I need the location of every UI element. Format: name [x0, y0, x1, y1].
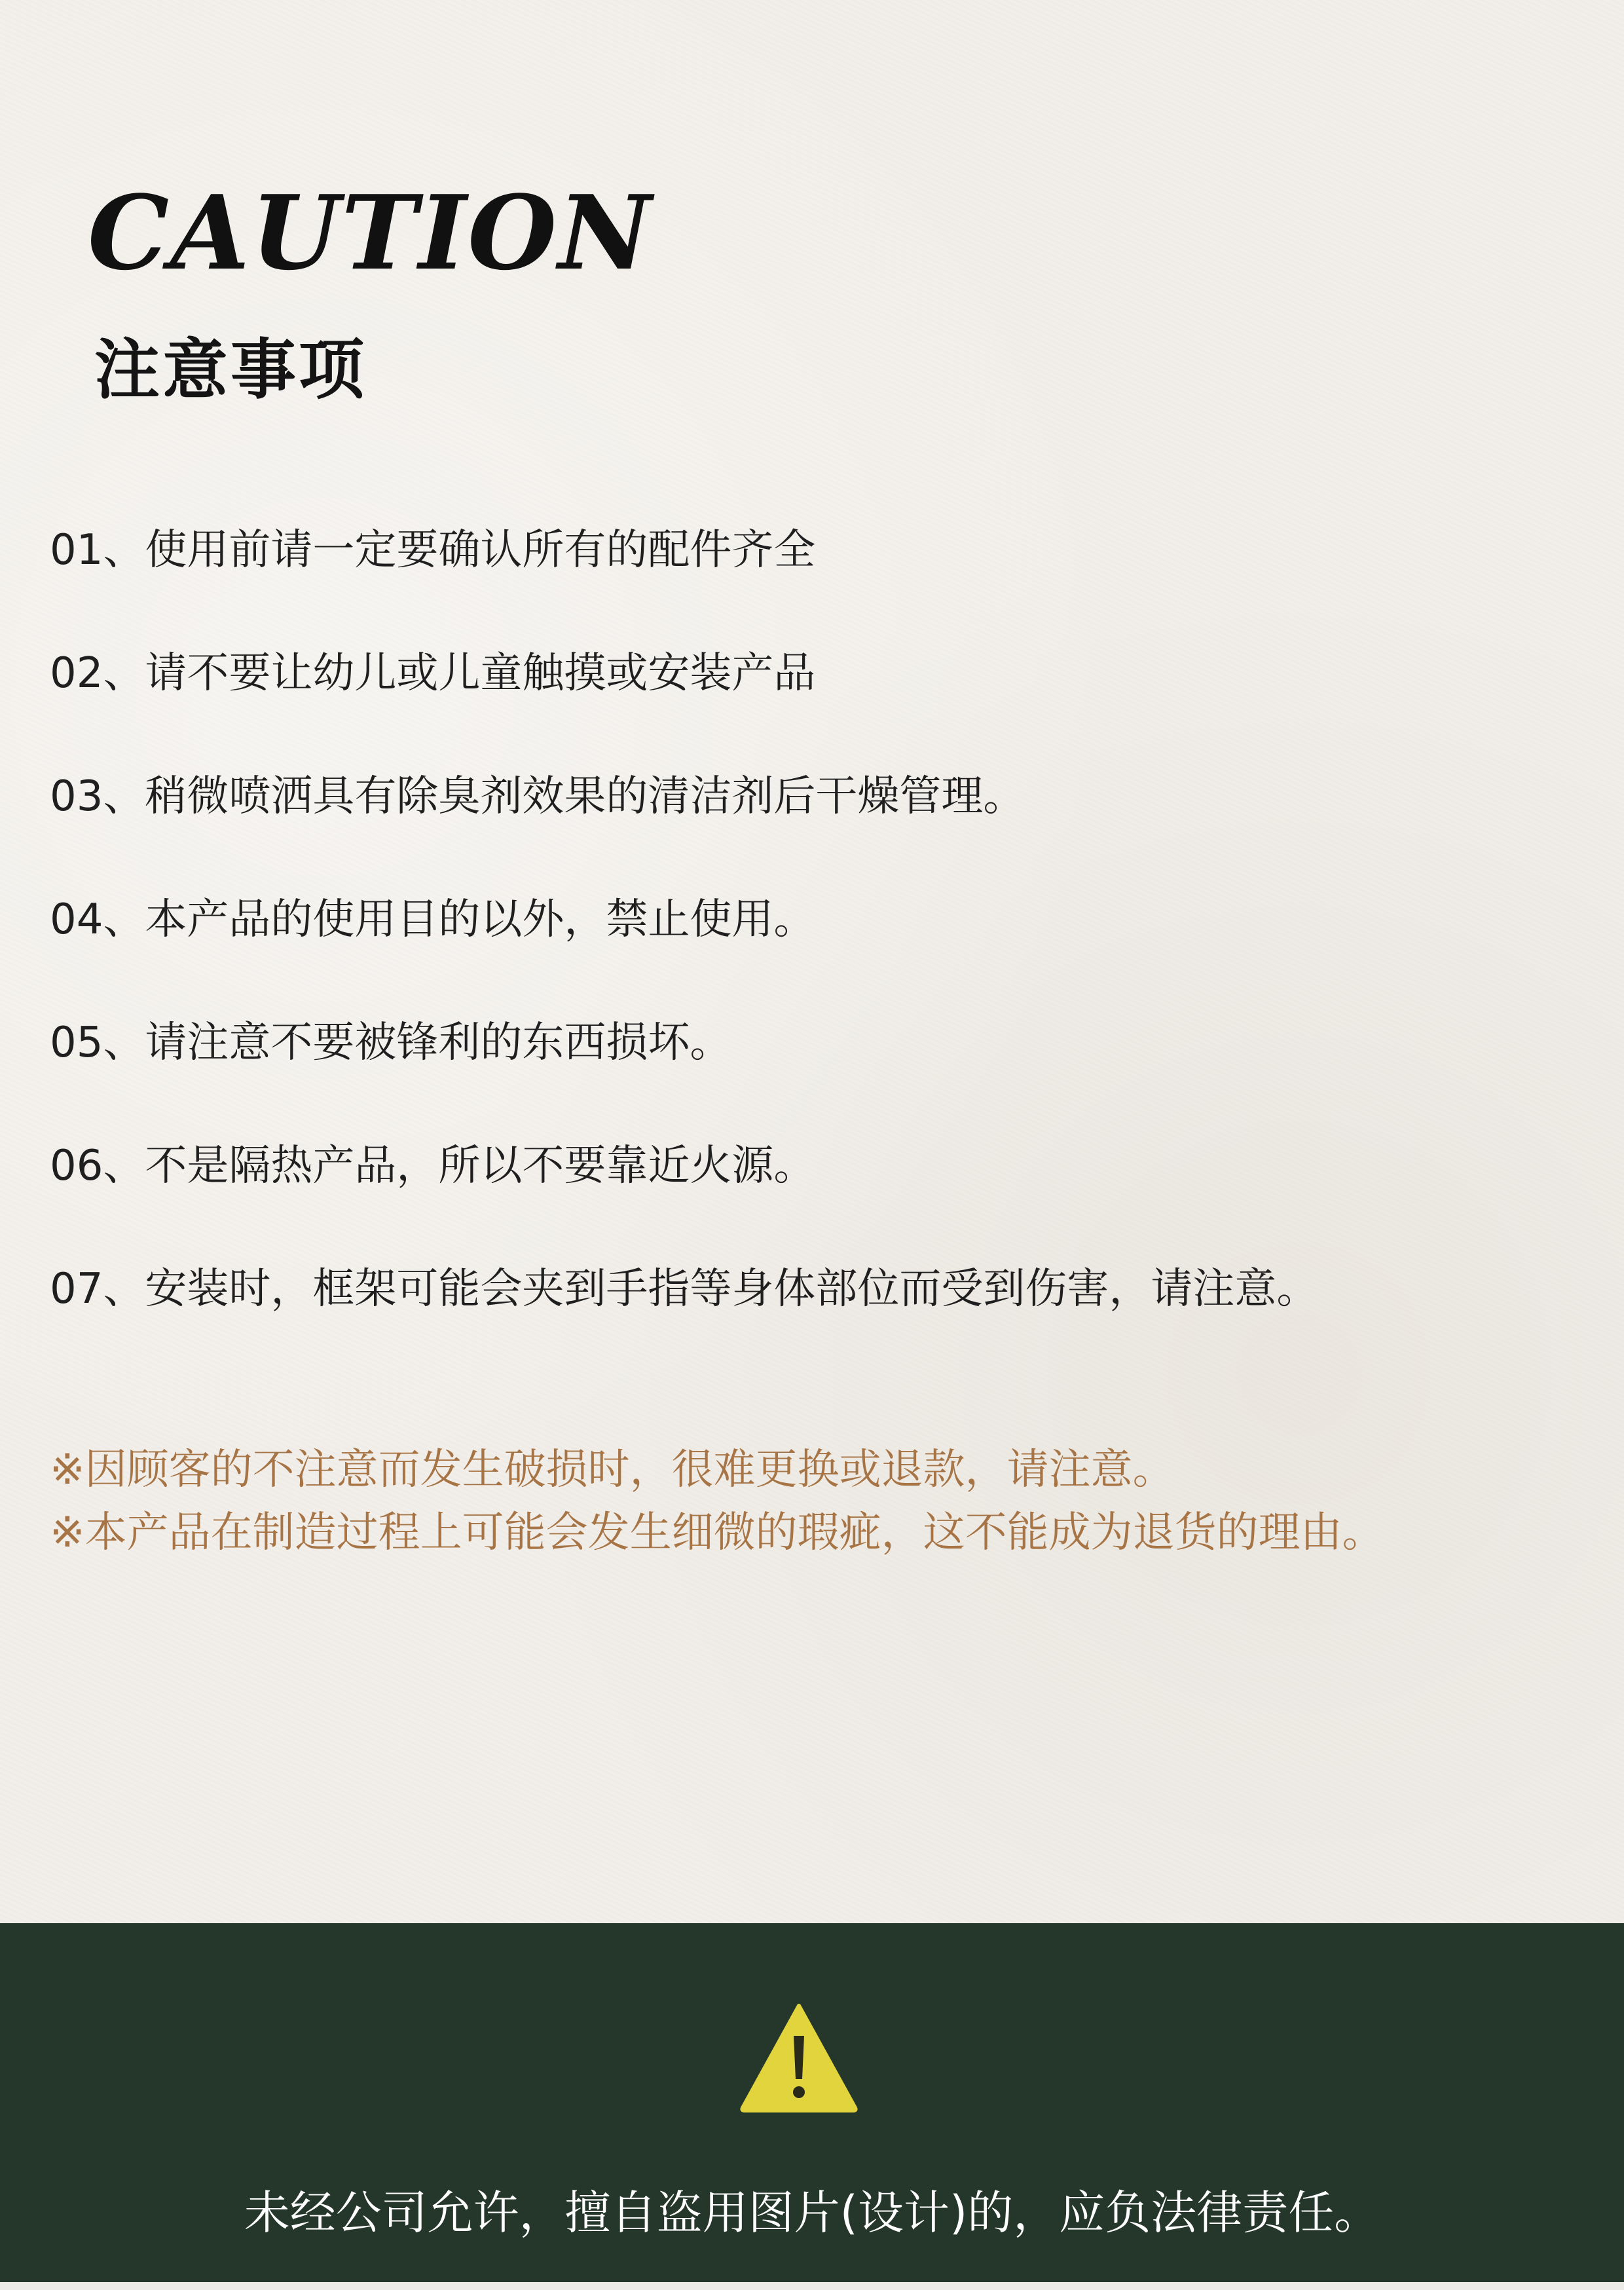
caution-item: 01、使用前请一定要确认所有的配件齐全 — [50, 526, 816, 574]
caution-subtitle: 注意事项 — [94, 331, 367, 408]
copyright-notice: 未经公司允许，擅自盗用图片(设计)的，应负法律责任。 — [244, 2186, 1380, 2240]
caution-item: 06、不是隔热产品，所以不要靠近火源。 — [50, 1142, 816, 1190]
caution-list — [50, 517, 1318, 1380]
caution-item: 05、请注意不要被锋利的东西损坏。 — [50, 1019, 732, 1067]
warning-icon — [739, 2002, 859, 2113]
caution-item: 03、稍微喷洒具有除臭剂效果的清洁剂后干燥管理。 — [50, 772, 1025, 821]
note-line: ※因顾客的不注意而发生破损时，很难更换或退款，请注意。 — [50, 1446, 1175, 1494]
caution-item: 07、安装时，框架可能会夹到手指等身体部位而受到伤害，请注意。 — [50, 1265, 1319, 1313]
caution-item: 04、本产品的使用目的以外，禁止使用。 — [50, 895, 816, 944]
caution-title: CAUTION — [88, 173, 653, 293]
note-line: ※本产品在制造过程上可能会发生细微的瑕疵，这不能成为退货的理由。 — [50, 1509, 1384, 1557]
bottom-divider — [0, 2282, 1624, 2290]
caution-notes — [50, 1438, 1384, 1564]
caution-item: 02、请不要让幼儿或儿童触摸或安装产品 — [50, 649, 816, 698]
